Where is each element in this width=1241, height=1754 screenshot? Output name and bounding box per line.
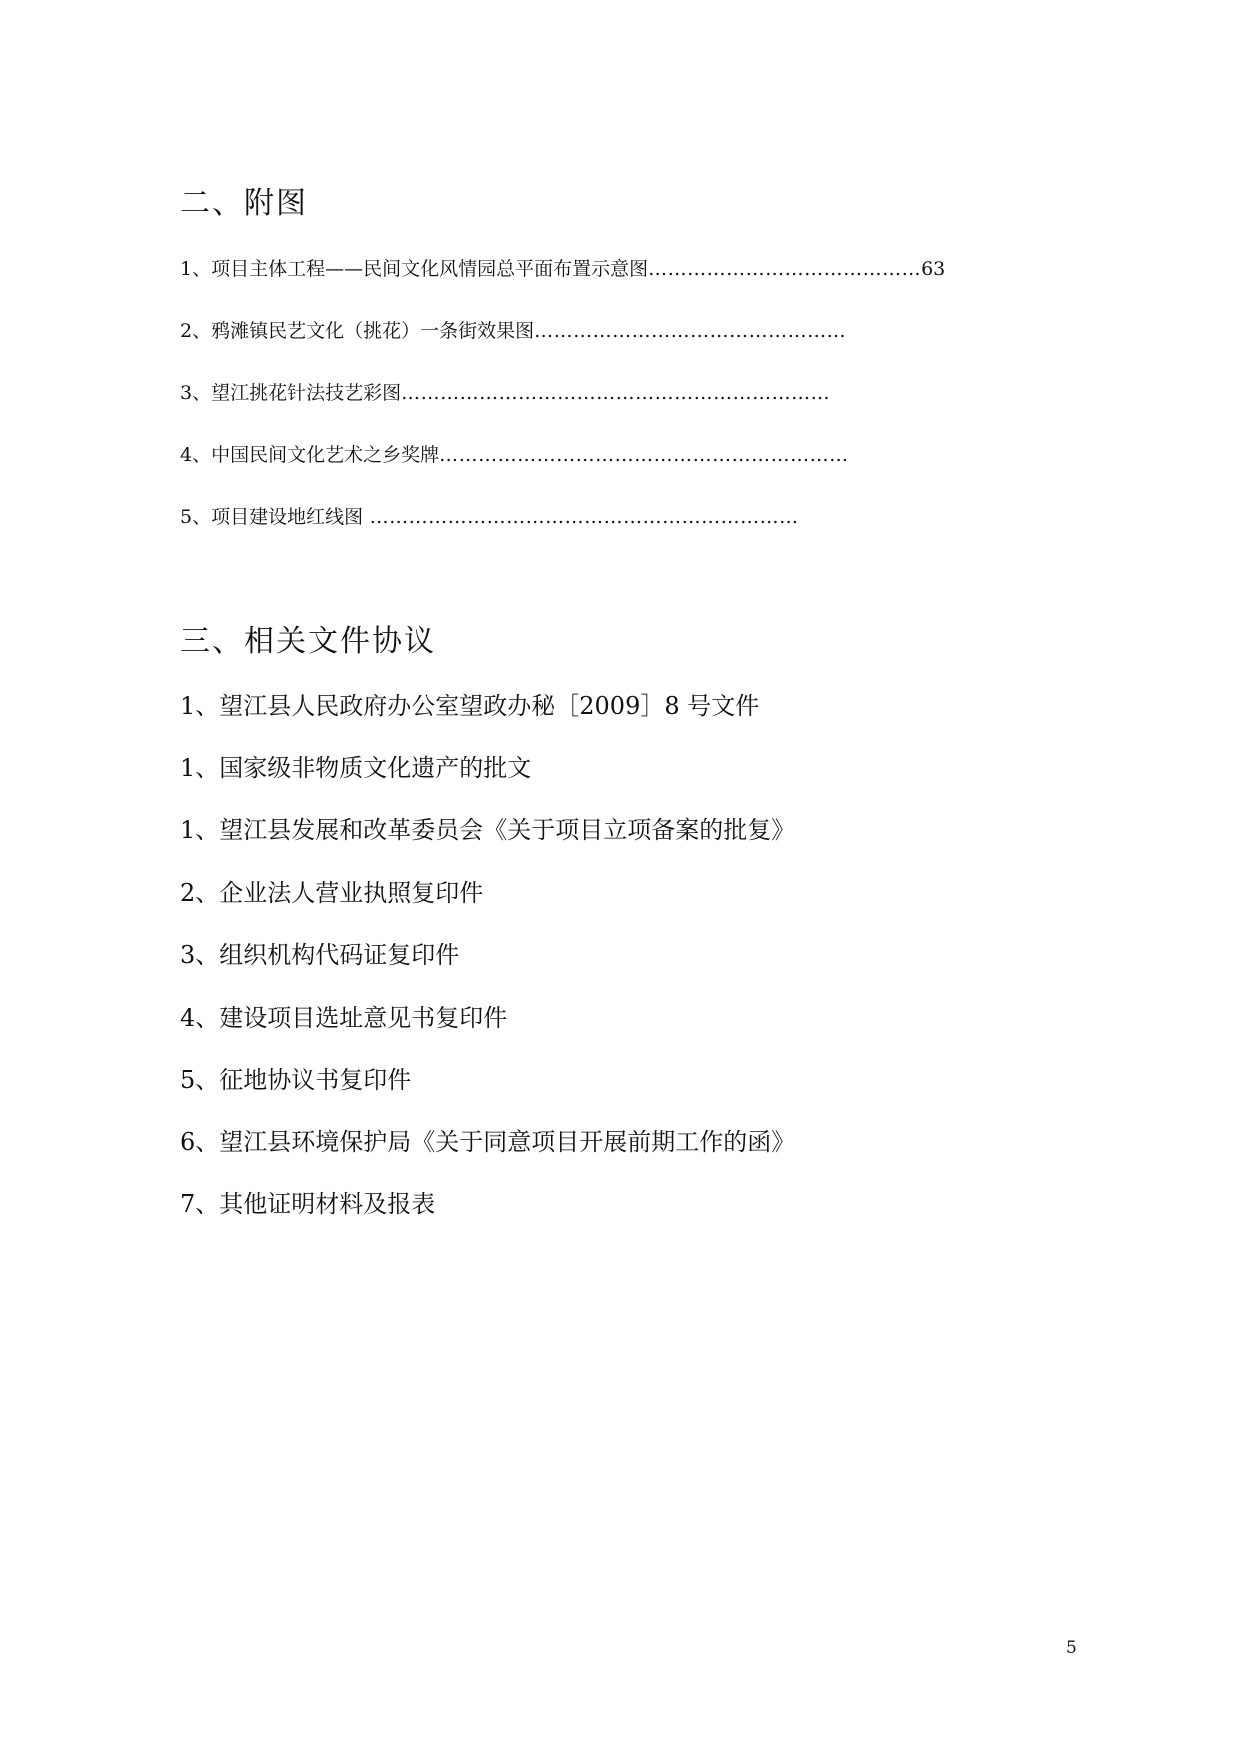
dot-leader: ………………………………………………………… xyxy=(363,506,799,528)
figure-item-label: 3、望江挑花针法技艺彩图 xyxy=(180,382,402,404)
figure-list-item xyxy=(180,446,849,465)
figure-item-label: 4、中国民间文化艺术之乡奖牌 xyxy=(180,444,440,466)
figure-list-item xyxy=(180,384,830,403)
page-number: 5 xyxy=(1066,1638,1077,1658)
document-list-item: 1、望江县发展和改革委员会《关于项目立项备案的批复》 xyxy=(180,816,796,844)
dot-leader: ……………………………………………………… xyxy=(439,444,849,466)
document-list-item: 3、组织机构代码证复印件 xyxy=(180,941,460,969)
document-list-item: 4、建设项目选址意见书复印件 xyxy=(180,1004,508,1032)
document-list-item: 5、征地协议书复印件 xyxy=(180,1066,412,1094)
figure-item-label: 1、项目主体工程——民间文化风情园总平面布置示意图 xyxy=(180,258,649,280)
document-list-item: 7、其他证明材料及报表 xyxy=(180,1190,436,1218)
figure-item-label: 5、项目建设地红线图 xyxy=(180,506,364,528)
figure-list-item xyxy=(180,508,799,527)
section-title-documents: 三、相关文件协议 xyxy=(180,624,436,659)
section-title-figures: 二、附图 xyxy=(180,186,308,221)
figure-item-page: 63 xyxy=(921,258,946,280)
dot-leader: ………………………………………………………… xyxy=(401,382,831,404)
figure-item-label: 2、鸦滩镇民艺文化（挑花）一条街效果图 xyxy=(180,320,535,342)
figure-list-item xyxy=(180,322,846,341)
document-list-item: 2、企业法人营业执照复印件 xyxy=(180,879,484,907)
document-list-item: 1、望江县人民政府办公室望政办秘［2009］8 号文件 xyxy=(180,692,760,720)
document-list-item: 6、望江县环境保护局《关于同意项目开展前期工作的函》 xyxy=(180,1128,796,1156)
document-list-item: 1、国家级非物质文化遗产的批文 xyxy=(180,754,532,782)
dot-leader: …………………………………… xyxy=(648,258,922,280)
dot-leader: ………………………………………… xyxy=(534,320,847,342)
figure-list-item xyxy=(180,260,945,279)
